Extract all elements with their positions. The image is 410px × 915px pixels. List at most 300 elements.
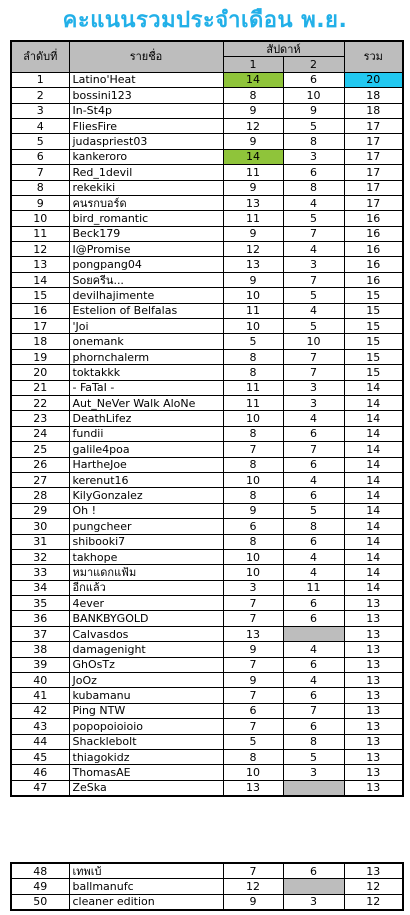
week1-score: 9 [223,103,283,118]
total-score: 13 [344,863,403,879]
total-score: 13 [344,642,403,657]
total-score: 17 [344,180,403,195]
week1-score: 12 [223,879,283,894]
name-cell: phornchalerm [69,349,223,364]
total-score: 14 [344,411,403,426]
week2-score: 6 [283,863,344,879]
total-score: 17 [344,134,403,149]
table-row [11,549,403,564]
table-row [11,72,403,87]
table-row [11,580,403,595]
total-score: 13 [344,611,403,626]
week2-score: 8 [283,519,344,534]
total-score: 16 [344,226,403,241]
rank-cell: 29 [11,503,69,518]
total-score: 17 [344,165,403,180]
table-row [11,165,403,180]
rank-cell: 31 [11,534,69,549]
total-score: 14 [344,442,403,457]
name-cell: HartheJoe [69,457,223,472]
table-row [11,657,403,672]
rank-cell: 49 [11,879,69,894]
name-cell: devilhajimente [69,288,223,303]
rank-cell: 35 [11,596,69,611]
total-score: 14 [344,549,403,564]
name-cell: rekekiki [69,180,223,195]
table-row [11,380,403,395]
week1-score: 14 [223,149,283,164]
table-row [11,879,403,894]
week2-score: 5 [283,211,344,226]
week1-score: 5 [223,334,283,349]
week1-score: 8 [223,349,283,364]
total-score: 16 [344,257,403,272]
name-cell: DeathLifez [69,411,223,426]
total-score: 15 [344,288,403,303]
rank-header: ลำดับที่ [11,41,69,72]
total-score: 13 [344,780,403,796]
total-score: 13 [344,703,403,718]
name-cell: ZeSka [69,780,223,796]
week2-score: 3 [283,257,344,272]
rank-cell: 17 [11,319,69,334]
name-cell: toktakkk [69,365,223,380]
week2-score: 4 [283,565,344,580]
week2-score: 6 [283,457,344,472]
name-cell: fundii [69,426,223,441]
table-row [11,319,403,334]
week2-score: 6 [283,719,344,734]
week1-score: 9 [223,226,283,241]
rank-cell: 13 [11,257,69,272]
week1-score: 8 [223,749,283,764]
week1-score: 8 [223,88,283,103]
week1-score: 12 [223,118,283,133]
rank-cell: 48 [11,863,69,879]
table-row [11,365,403,380]
rank-cell: 25 [11,442,69,457]
week2-score: 7 [283,365,344,380]
total-score: 16 [344,211,403,226]
table-row [11,88,403,103]
week2-score: 10 [283,88,344,103]
week1-score: 7 [223,442,283,457]
name-cell: KilyGonzalez [69,488,223,503]
week2-score: 6 [283,688,344,703]
week1-score: 13 [223,195,283,210]
rank-cell: 45 [11,749,69,764]
rank-cell: 9 [11,195,69,210]
table-row [11,257,403,272]
rank-cell: 14 [11,272,69,287]
table-row [11,534,403,549]
total-score: 13 [344,626,403,641]
name-cell: Soยครีน... [69,272,223,287]
table-row [11,303,403,318]
week1-score: 10 [223,472,283,487]
rank-cell: 3 [11,103,69,118]
week1-score: 11 [223,165,283,180]
total-score: 13 [344,749,403,764]
week1-score: 9 [223,180,283,195]
week2-score: 4 [283,411,344,426]
table-row [11,565,403,580]
total-score: 13 [344,688,403,703]
name-cell: kankeroro [69,149,223,164]
name-cell: เทพเบ้ [69,863,223,879]
rank-cell: 42 [11,703,69,718]
week2-score: 10 [283,334,344,349]
week2-score: 3 [283,380,344,395]
week1-score: 7 [223,688,283,703]
week2-score: 5 [283,503,344,518]
week1-score: 9 [223,503,283,518]
rank-cell: 32 [11,549,69,564]
name-cell: pungcheer [69,519,223,534]
week2-score: 11 [283,580,344,595]
week2-score: 4 [283,673,344,688]
table-row [11,503,403,518]
week1-score: 11 [223,395,283,410]
table-row [11,242,403,257]
name-cell: FliesFire [69,118,223,133]
week2-score: 4 [283,472,344,487]
week2-score: 6 [283,165,344,180]
name-cell: takhope [69,549,223,564]
week2-score [283,780,344,796]
week2-score: 3 [283,894,344,910]
rank-cell: 30 [11,519,69,534]
total-score: 14 [344,457,403,472]
week2-header: 2 [283,57,344,72]
week2-score: 5 [283,288,344,303]
table-row [11,488,403,503]
total-score: 14 [344,519,403,534]
name-cell: cleaner edition [69,894,223,910]
name-cell: GhOsTz [69,657,223,672]
name-cell: I@Promise [69,242,223,257]
week1-score: 7 [223,611,283,626]
total-score: 14 [344,426,403,441]
name-cell: 'Joi [69,319,223,334]
total-score: 14 [344,503,403,518]
week1-score: 8 [223,426,283,441]
table-row [11,765,403,780]
total-score: 14 [344,565,403,580]
total-score: 14 [344,472,403,487]
week2-score: 9 [283,103,344,118]
rank-cell: 27 [11,472,69,487]
name-cell: shibooki7 [69,534,223,549]
week1-score: 7 [223,657,283,672]
week2-score: 6 [283,596,344,611]
name-cell: ThomasAE [69,765,223,780]
table-row [11,894,403,910]
week2-score: 6 [283,534,344,549]
table-row [11,118,403,133]
rank-cell: 10 [11,211,69,226]
table-row [11,426,403,441]
name-cell: damagenight [69,642,223,657]
table-row [11,703,403,718]
week2-score: 4 [283,242,344,257]
table-row [11,611,403,626]
rank-cell: 6 [11,149,69,164]
table-row [11,688,403,703]
name-cell: อีกแล้ว [69,580,223,595]
week1-score: 13 [223,626,283,641]
total-score: 15 [344,334,403,349]
week2-score: 3 [283,395,344,410]
week2-score: 6 [283,426,344,441]
rank-cell: 40 [11,673,69,688]
week1-score: 11 [223,380,283,395]
week2-score [283,626,344,641]
rank-cell: 44 [11,734,69,749]
total-score: 18 [344,103,403,118]
total-score: 17 [344,118,403,133]
total-score: 18 [344,88,403,103]
table-row [11,211,403,226]
rank-cell: 41 [11,688,69,703]
week2-score: 7 [283,272,344,287]
table-row [11,749,403,764]
week1-score: 7 [223,719,283,734]
total-score: 12 [344,879,403,894]
week1-score: 9 [223,272,283,287]
week1-header: 1 [223,57,283,72]
week2-score: 5 [283,749,344,764]
name-cell: bird_romantic [69,211,223,226]
table-row [11,780,403,796]
total-score: 17 [344,149,403,164]
week1-score: 6 [223,703,283,718]
week2-score: 8 [283,180,344,195]
total-score: 12 [344,894,403,910]
name-cell: หมาแดกแฟ้ม [69,565,223,580]
rank-cell: 4 [11,118,69,133]
name-cell: BANKBYGOLD [69,611,223,626]
rank-cell: 18 [11,334,69,349]
table-row [11,642,403,657]
total-score: 14 [344,395,403,410]
table-row [11,395,403,410]
week1-score: 10 [223,565,283,580]
week1-score: 5 [223,734,283,749]
week2-score: 3 [283,149,344,164]
week1-score: 3 [223,580,283,595]
week2-score: 6 [283,657,344,672]
week2-score: 4 [283,642,344,657]
name-cell: 4ever [69,596,223,611]
table-row [11,103,403,118]
week1-score: 10 [223,411,283,426]
table-row [11,134,403,149]
page-title: คะแนนรวมประจำเดือน พ.ย. [62,8,348,33]
name-cell: galile4poa [69,442,223,457]
rank-cell: 16 [11,303,69,318]
name-cell: kubamanu [69,688,223,703]
name-cell: Red_1devil [69,165,223,180]
name-cell: thiagokidz [69,749,223,764]
name-cell: judaspriest03 [69,134,223,149]
week2-score: 4 [283,303,344,318]
table-row [11,272,403,287]
table-row [11,673,403,688]
rank-cell: 26 [11,457,69,472]
name-cell: Calvasdos [69,626,223,641]
rank-cell: 39 [11,657,69,672]
week1-score: 10 [223,288,283,303]
total-score: 13 [344,719,403,734]
rank-cell: 1 [11,72,69,87]
rank-cell: 8 [11,180,69,195]
week1-score: 7 [223,863,283,879]
total-score: 15 [344,365,403,380]
table-row [11,863,403,879]
rank-cell: 33 [11,565,69,580]
name-cell: Oh ! [69,503,223,518]
week2-score [283,879,344,894]
week2-score: 5 [283,319,344,334]
week1-score: 9 [223,673,283,688]
week1-score: 10 [223,319,283,334]
total-score: 16 [344,272,403,287]
name-cell: bossini123 [69,88,223,103]
table-row [11,349,403,364]
table-row [11,442,403,457]
week1-score: 11 [223,303,283,318]
week1-score: 7 [223,596,283,611]
name-cell: onemank [69,334,223,349]
name-cell: kerenut16 [69,472,223,487]
rank-cell: 28 [11,488,69,503]
week-header: สัปดาห์ [223,41,344,57]
table-row [11,149,403,164]
total-score: 14 [344,488,403,503]
name-cell: Ping NTW [69,703,223,718]
table-row [11,226,403,241]
ranking-table [10,40,404,797]
week1-score: 8 [223,534,283,549]
name-header: รายชื่อ [69,41,223,72]
week2-score: 8 [283,734,344,749]
week1-score: 8 [223,365,283,380]
name-cell: Estelion of Belfalas [69,303,223,318]
total-score: 15 [344,349,403,364]
rank-cell: 50 [11,894,69,910]
table-row [11,596,403,611]
table-row [11,180,403,195]
week1-score: 13 [223,257,283,272]
rank-cell: 5 [11,134,69,149]
name-cell: Latino'Heat [69,72,223,87]
rank-cell: 22 [11,395,69,410]
table-row [11,626,403,641]
total-score: 13 [344,673,403,688]
rank-cell: 11 [11,226,69,241]
ranking-body [11,72,403,796]
week2-score: 5 [283,118,344,133]
total-score: 13 [344,734,403,749]
week2-score: 3 [283,765,344,780]
rank-cell: 36 [11,611,69,626]
table-row [11,195,403,210]
rank-cell: 34 [11,580,69,595]
week1-score: 6 [223,519,283,534]
table-row [11,334,403,349]
total-score: 14 [344,580,403,595]
week2-score: 6 [283,72,344,87]
week2-score: 7 [283,349,344,364]
name-cell: popopoioioio [69,719,223,734]
rank-cell: 23 [11,411,69,426]
rank-cell: 47 [11,780,69,796]
rank-cell: 2 [11,88,69,103]
name-cell: ballmanufc [69,879,223,894]
name-cell: - FaTaI - [69,380,223,395]
extra-ranking-table [10,862,404,911]
table-row [11,519,403,534]
week2-score: 6 [283,611,344,626]
name-cell: Shacklebolt [69,734,223,749]
total-score: 14 [344,534,403,549]
week2-score: 8 [283,134,344,149]
name-cell: pongpang04 [69,257,223,272]
week2-score: 7 [283,442,344,457]
week1-score: 10 [223,765,283,780]
name-cell: JoOz [69,673,223,688]
week1-score: 11 [223,211,283,226]
week2-score: 6 [283,488,344,503]
total-score: 14 [344,380,403,395]
rank-cell: 38 [11,642,69,657]
table-row [11,472,403,487]
week1-score: 8 [223,457,283,472]
rank-cell: 12 [11,242,69,257]
rank-cell: 21 [11,380,69,395]
week1-score: 13 [223,780,283,796]
total-score: 15 [344,303,403,318]
table-row [11,288,403,303]
total-score: 17 [344,195,403,210]
week1-score: 10 [223,549,283,564]
rank-cell: 7 [11,165,69,180]
rank-cell: 15 [11,288,69,303]
week1-score: 12 [223,242,283,257]
table-row [11,411,403,426]
week2-score: 7 [283,703,344,718]
name-cell: Beck179 [69,226,223,241]
total-score: 13 [344,765,403,780]
total-score: 13 [344,657,403,672]
week1-score: 9 [223,134,283,149]
week2-score: 4 [283,549,344,564]
table-row [11,719,403,734]
week2-score: 4 [283,195,344,210]
table-row [11,457,403,472]
total-score: 15 [344,319,403,334]
week1-score: 9 [223,642,283,657]
rank-cell: 43 [11,719,69,734]
rank-cell: 19 [11,349,69,364]
week1-score: 9 [223,894,283,910]
extra-ranking-body [11,863,403,910]
name-cell: Aut_NeVer Walk AloNe [69,395,223,410]
total-header: รวม [344,41,403,72]
week1-score: 14 [223,72,283,87]
total-score: 16 [344,242,403,257]
